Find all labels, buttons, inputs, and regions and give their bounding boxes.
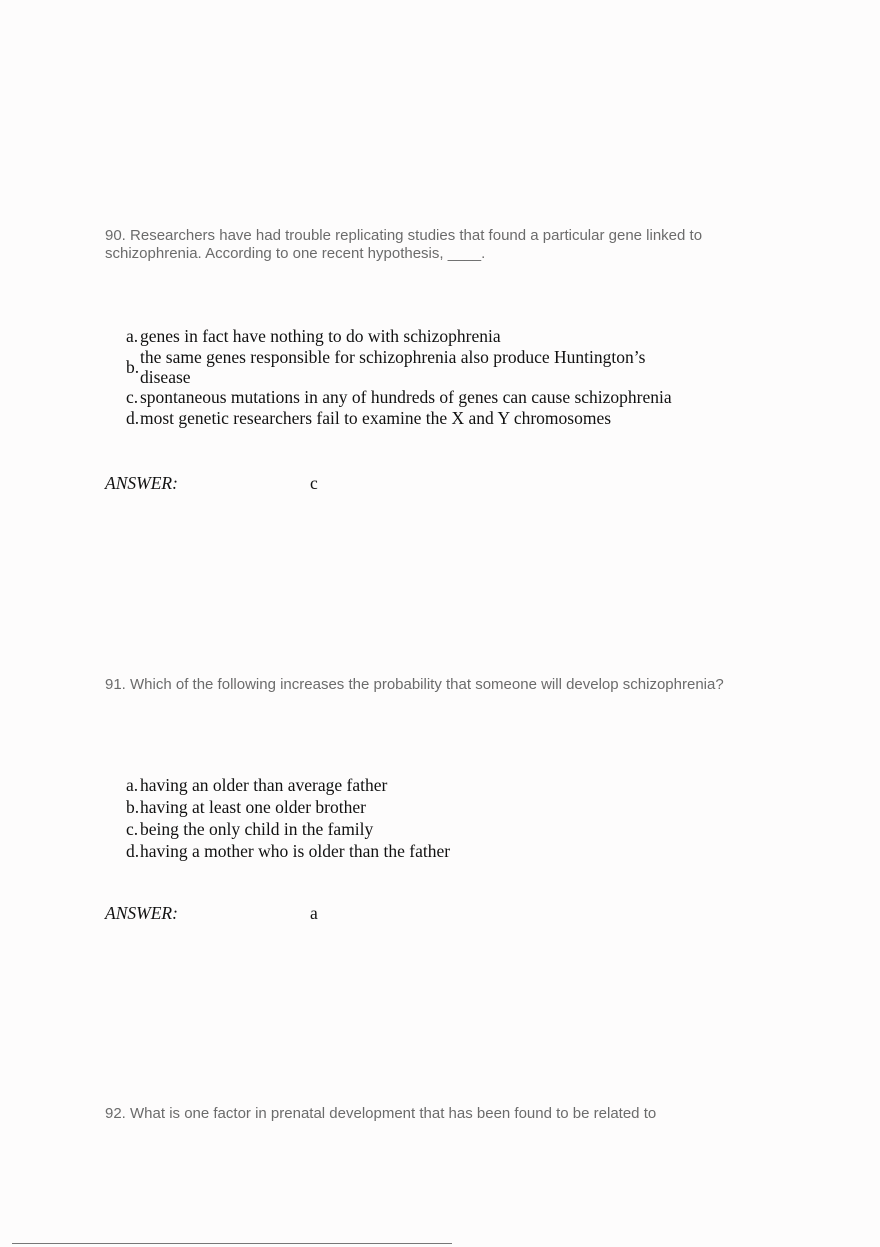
option-text: being the only child in the family [140,818,374,839]
question-91-stem: 91. Which of the following increases the probability that someone will develop schizophrenia? [105,676,724,693]
question-90-options [126,326,706,429]
question-92-stem: 92. What is one factor in prenatal development that has been found to be related to [105,1105,657,1122]
option-text: the same genes responsible for schizophrenia also produce Huntington’s disease [140,347,646,387]
option-text: having a mother who is older than the father [140,840,451,861]
option-letter: d. [126,408,140,428]
option-91-a [126,774,706,796]
footer-rule [12,1243,452,1244]
option-90-c [126,387,706,408]
answer-label-91: ANSWER: [105,903,178,923]
option-91-c [126,818,706,840]
option-text: having at least one older brother [140,796,366,817]
option-letter: a. [126,326,139,346]
option-text: having an older than average father [140,774,388,795]
option-text: spontaneous mutations in any of hundreds of genes can cause schizophrenia [140,387,672,407]
question-90-stem: 90. Researchers have had trouble replicating studies that found a particular gene linked to schizophrenia. According to one recent hypothesis, ____. [105,227,703,262]
option-letter: c. [126,818,139,839]
answer-value-91: a [310,903,318,923]
answer-value-90: c [310,473,318,493]
option-text: most genetic researchers fail to examine the X and Y chromosomes [140,408,612,428]
option-90-a [126,326,706,347]
option-91-d [126,840,706,862]
option-90-b [126,347,706,387]
option-letter: a. [126,774,139,795]
option-91-b [126,796,706,818]
option-letter: c. [126,387,139,407]
option-letter: d. [126,840,140,861]
option-letter: b. [126,356,140,377]
option-90-d [126,408,706,429]
option-letter: b. [126,796,140,817]
answer-label-90: ANSWER: [105,473,178,493]
question-91-options [126,774,706,862]
option-text: genes in fact have nothing to do with schizophrenia [140,326,501,346]
